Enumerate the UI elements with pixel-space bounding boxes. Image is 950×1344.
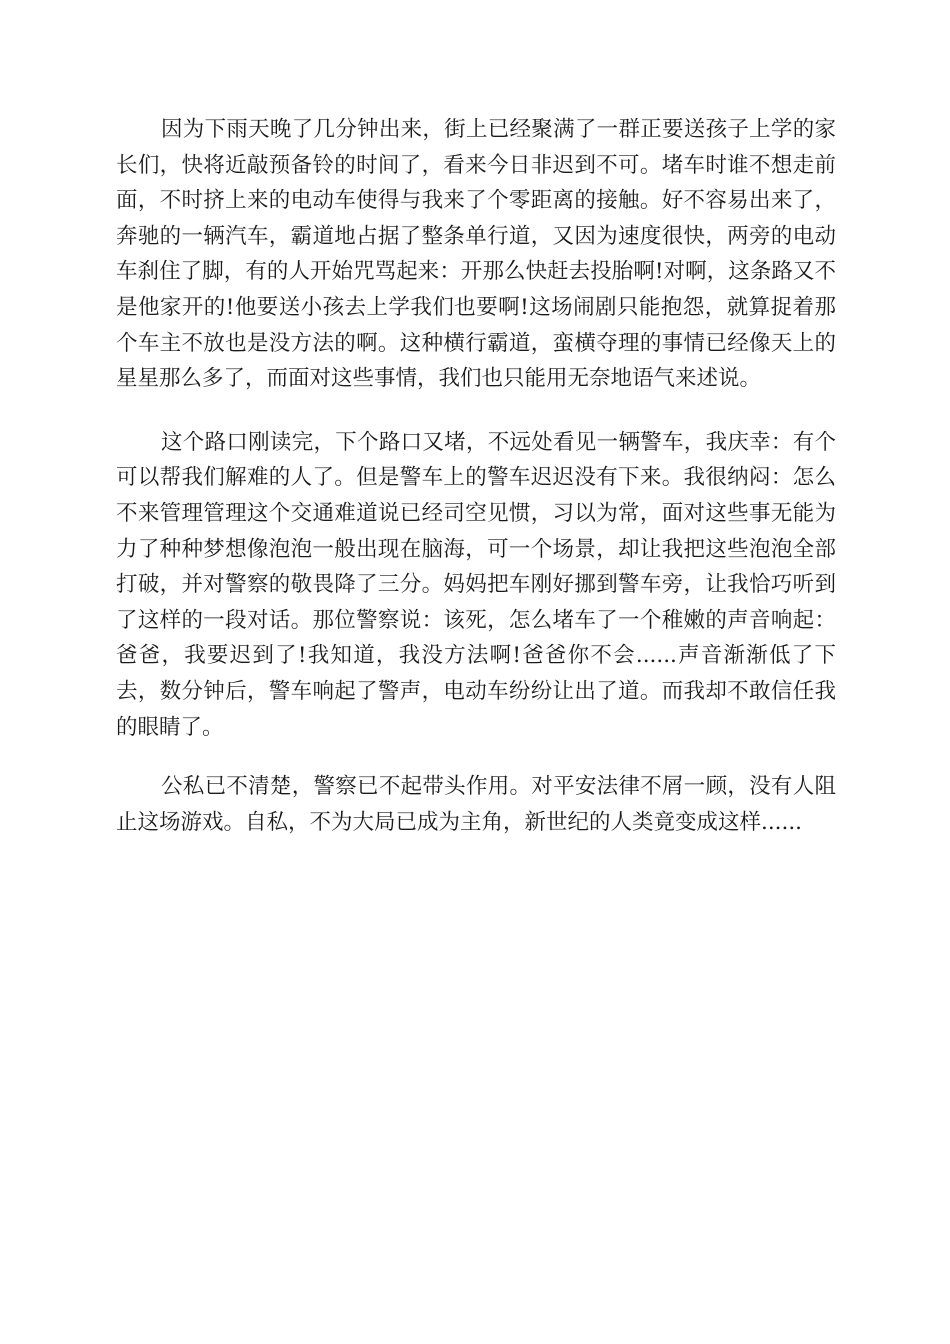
document-body [116,112,836,864]
paragraph-2: 这个路口刚读完，下个路口又堵，不远处看见一辆警车，我庆幸：有个可以帮我们解难的人了。但是警车上的警车迟迟没有下来。我很纳闷：怎么不来管理管理这个交通难道说已经司空见惯，习以为常，面对这些事无能为力了种种梦想像泡泡一般出现在脑海，可一个场景，却让我把这些泡泡全部打破，并对警察的敬畏降了三分。妈妈把车刚好挪到警车旁，让我恰巧听到了这样的一段对话。那位警察说：该死，怎么堵车了一个稚嫩的声音响起：爸爸，我要迟到了!我知道，我没方法啊!爸爸你不会......声音渐渐低了下去，数分钟后，警车响起了警声，电动车纷纷让出了道。而我却不敢信任我的眼睛了。 [116,429,836,740]
paragraph-3: 公私已不清楚，警察已不起带头作用。对平安法律不屑一顾，没有人阻止这场游戏。自私，不为大局已成为主角，新世纪的人类竟变成这样...... [116,774,836,835]
paragraph-1: 因为下雨天晚了几分钟出来，街上已经聚满了一群正要送孩子上学的家长们，快将近敲预备铃的时间了，看来今日非迟到不可。堵车时谁不想走前面，不时挤上来的电动车使得与我来了个零距离的接触。好不容易出来了，奔驰的一辆汽车，霸道地占据了整条单行道，又因为速度很快，两旁的电动车刹住了脚，有的人开始咒骂起来：开那么快赶去投胎啊!对啊，这条路又不是他家开的!他要送小孩去上学我们也要啊!这场闹剧只能抱怨，就算捉着那个车主不放也是没方法的啊。这种横行霸道，蛮横夺理的事情已经像天上的星星那么多了，而面对这些事情，我们也只能用无奈地语气来述说。 [116,117,836,392]
